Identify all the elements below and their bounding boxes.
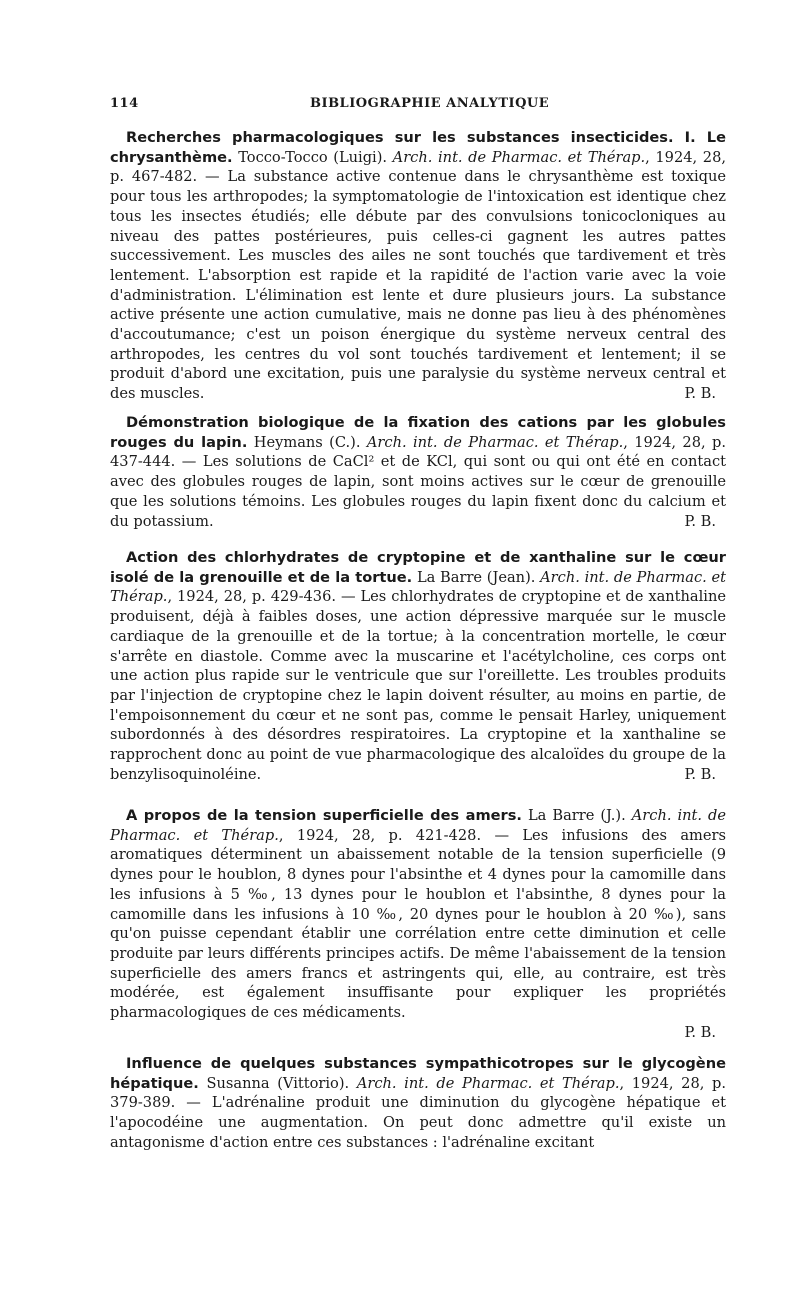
running-title: BIBLIOGRAPHIE ANALYTIQUE: [310, 96, 550, 111]
abstract-entry-5: [110, 1054, 726, 1153]
entry-signature: P. B.: [684, 512, 716, 530]
page-number: 114: [110, 96, 139, 111]
abstract-entry-3: [110, 548, 726, 784]
abstract-entry-4: [110, 806, 726, 1042]
entry-body: — Les infusions des amers aromatiques déterminent un abaissement notable de la tension superficielle (9 dynes pour le houblon, 8 dynes pour l'absinthe et 4 dynes pour la camomille dans les infusions à 5 ‰, 13 dynes pour le houblon et l'absinthe, 8 dynes pour la camomille dans les infusions à 10 ‰, 20 dynes pour le houblon à 20 ‰), sans qu'on puisse cependant établir une corrélation entre cette diminution et celle produite par leurs différents principes actifs. De même l'abaissement de la tension superficielle des amers francs et astringents qui, elle, au contraire, est très modérée, est également insuffisante pour expliquer les propriétés pharmacologiques de ces médicaments.: [110, 826, 727, 1022]
entry-journal: Arch. int. de Pharmac. et Thérap.: [366, 433, 624, 451]
entry-author: Susanna (Vittorio).: [206, 1074, 350, 1092]
page-header: [110, 92, 720, 116]
entry-author: Tocco-Tocco (Luigi).: [238, 148, 388, 166]
entry-author: Heymans (C.).: [253, 433, 361, 451]
entry-journal: Arch. int. de Pharmac. et Thérap.: [110, 568, 727, 606]
entry-body: — Les solutions de CaCl² et de KCl, qui sont ou qui ont été en contact avec des globules rouges de lapin, sont moins actives sur le cœur de grenouille que les solutions témoins. Les globules rouges du lapin fixent donc du calcium et du potassium.: [110, 453, 727, 530]
entry-citation: , 1924, 28, p. 437-444.: [110, 433, 726, 471]
entry-title: Démonstration biologique de la fixation des cations par les globules rouges du lapin.: [110, 414, 726, 451]
entry-citation: , 1924, 28, p. 429-436.: [167, 588, 337, 606]
entry-signature: P. B.: [684, 385, 716, 403]
entry-author: La Barre (J.).: [527, 807, 626, 824]
entry-citation: , 1924, 28, p. 379-389.: [110, 1074, 727, 1112]
entry-body: — Les chlorhydrates de cryptopine et de xanthaline produisent, déjà à faibles doses, une action dépressive marquée sur le muscle cardiaque de la grenouille et de la tortue; à la concentration mortelle, le cœur s'arrête en diastole. Comme avec la muscarine et l'acétylcholine, ces corps ont une action plus rapide sur le ventricule que sur l'oreillette. Les troubles produits par l'injection de cryptopine chez le lapin doivent résulter, au moins en partie, de l'empoisonnement du cœur et ne sont pas, comme le pensait Harley, uniquement subordonnés à des désordres respiratoires. La cryptopine et la xanthaline se rapprochent donc au point de vue pharmacologique des alcaloïdes du groupe de la benzylisoquinoléine.: [110, 588, 726, 783]
entry-journal: Arch. int. de Pharmac. et Thérap.: [110, 807, 726, 844]
entry-author: La Barre (Jean).: [416, 568, 536, 586]
entry-body: — L'adrénaline produit une diminution du glycogène hépatique et l'apocodéine une augmentation. On peut donc admettre qu'il existe un antagonisme d'action entre ces substances : l'adrénaline excitant: [110, 1094, 726, 1151]
entry-title: Influence de quelques substances sympathicotropes sur le glycogène hépatique.: [110, 1055, 726, 1092]
abstract-entry-2: [110, 413, 726, 531]
entry-journal: Arch. int. de Pharmac. et Thérap.: [392, 148, 646, 166]
abstract-entry-1: [110, 128, 726, 404]
entry-title: Recherches pharmacologiques sur les substances insecticides. I. Le chrysanthème.: [110, 129, 726, 166]
entry-title: Action des chlorhydrates de cryptopine et de xanthaline sur le cœur isolé de la grenouille et de la tortue.: [110, 549, 726, 586]
entry-signature: P. B.: [684, 765, 716, 783]
entry-journal: Arch. int. de Pharmac. et Thérap.: [356, 1074, 620, 1092]
entry-title: A propos de la tension superficielle des amers.: [126, 807, 522, 824]
entry-citation: , 1924, 28, p. 421-428.: [278, 826, 482, 844]
entry-body: — La substance active contenue dans le chrysanthème est toxique pour tous les arthropodes; la symptomatologie de l'intoxication est identique chez tous les insectes étudiés; elle débute par des convulsions tonicocloniques au niveau des pattes postérieures, puis celles-ci gagnent les autres pattes successivement. Les muscles des ailes ne sont touchés que tardivement et très lentement. L'absorption est rapide et la rapidité de l'action varie avec la voie d'administration. L'élimination est lente et dure plusieurs jours. La substance active présente une action cumulative, mais ne donne pas lieu à des phénomènes d'accoutumance; c'est un poison énergique du système nerveux central des arthropodes, les centres du vol sont touchés tardivement et lentement; il se produit d'abord une excitation, puis une paralysie du système nerveux central et des muscles.: [110, 168, 726, 403]
entry-citation: , 1924, 28, p. 467-482.: [110, 148, 726, 186]
entry-signature: P. B.: [684, 1023, 716, 1041]
